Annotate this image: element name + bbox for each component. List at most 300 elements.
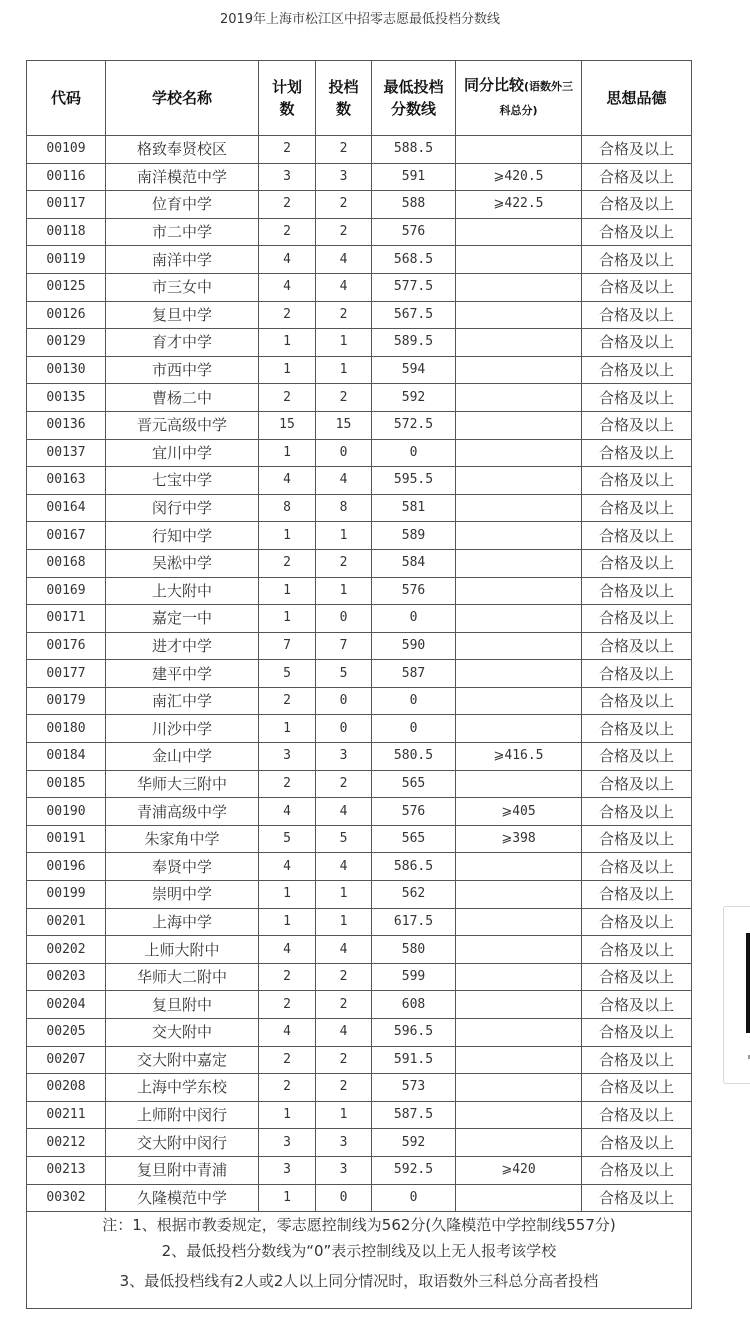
cell-filed: 3	[316, 1129, 372, 1157]
cell-compare	[456, 605, 582, 633]
note-row-1	[27, 1212, 692, 1239]
table-row	[27, 991, 692, 1019]
cell-score: 587.5	[372, 1101, 456, 1129]
cell-moral: 合格及以上	[582, 1074, 692, 1102]
cell-score: 0	[372, 687, 456, 715]
cell-compare	[456, 522, 582, 550]
cell-code: 00118	[27, 218, 106, 246]
table-row	[27, 218, 692, 246]
table-body	[27, 136, 692, 1212]
cell-plan: 1	[259, 881, 316, 909]
table-row	[27, 908, 692, 936]
cell-plan: 1	[259, 605, 316, 633]
cell-filed: 0	[316, 605, 372, 633]
cell-code: 00130	[27, 356, 106, 384]
cell-moral: 合格及以上	[582, 549, 692, 577]
cell-code: 00129	[27, 329, 106, 357]
cell-plan: 5	[259, 825, 316, 853]
cell-moral: 合格及以上	[582, 577, 692, 605]
table-row	[27, 577, 692, 605]
cell-score: 584	[372, 549, 456, 577]
table-row	[27, 881, 692, 909]
cell-filed: 15	[316, 411, 372, 439]
header-school: 学校名称	[106, 61, 259, 136]
cell-school: 上师大附中	[106, 936, 259, 964]
cell-code: 00213	[27, 1156, 106, 1184]
cell-compare	[456, 273, 582, 301]
header-moral: 思想品德	[582, 61, 692, 136]
cell-compare	[456, 1101, 582, 1129]
cell-code: 00180	[27, 715, 106, 743]
cell-compare	[456, 549, 582, 577]
cell-compare	[456, 770, 582, 798]
cell-score: 587	[372, 660, 456, 688]
cell-compare	[456, 384, 582, 412]
cell-school: 上师附中闵行	[106, 1101, 259, 1129]
cell-code: 00202	[27, 936, 106, 964]
cell-code: 00190	[27, 798, 106, 826]
cell-filed: 1	[316, 1101, 372, 1129]
cell-code: 00163	[27, 467, 106, 495]
cell-compare	[456, 715, 582, 743]
cell-filed: 2	[316, 218, 372, 246]
table-row	[27, 1129, 692, 1157]
table-row	[27, 1184, 692, 1212]
cell-compare: ⩾420	[456, 1156, 582, 1184]
table-row	[27, 715, 692, 743]
cell-school: 晋元高级中学	[106, 411, 259, 439]
table-row	[27, 687, 692, 715]
cell-school: 市二中学	[106, 218, 259, 246]
cell-filed: 5	[316, 825, 372, 853]
cell-score: 562	[372, 881, 456, 909]
cell-school: 上大附中	[106, 577, 259, 605]
cell-score: 596.5	[372, 1019, 456, 1047]
cell-code: 00176	[27, 632, 106, 660]
cell-moral: 合格及以上	[582, 411, 692, 439]
cell-filed: 0	[316, 687, 372, 715]
cell-school: 奉贤中学	[106, 853, 259, 881]
cell-plan: 4	[259, 273, 316, 301]
cell-code: 00109	[27, 136, 106, 164]
cell-school: 朱家角中学	[106, 825, 259, 853]
cell-school: 复旦附中	[106, 991, 259, 1019]
cell-school: 南汇中学	[106, 687, 259, 715]
cell-code: 00204	[27, 991, 106, 1019]
cell-moral: 合格及以上	[582, 1019, 692, 1047]
header-tie-break	[456, 61, 582, 136]
cell-code: 00169	[27, 577, 106, 605]
cell-school: 闵行中学	[106, 494, 259, 522]
cell-moral: 合格及以上	[582, 605, 692, 633]
cell-plan: 2	[259, 770, 316, 798]
table-row	[27, 467, 692, 495]
cell-score: 568.5	[372, 246, 456, 274]
header-min-score-text: 最低投档分数线	[383, 78, 444, 118]
cell-filed: 3	[316, 163, 372, 191]
cell-school: 复旦中学	[106, 301, 259, 329]
header-tie-break-note: (语数外三科总分)	[499, 80, 574, 117]
header-tie-break-main	[462, 74, 576, 122]
cell-score: 592	[372, 1129, 456, 1157]
cell-school: 进才中学	[106, 632, 259, 660]
cell-score: 581	[372, 494, 456, 522]
cell-score: 589	[372, 522, 456, 550]
cell-school: 上海中学	[106, 908, 259, 936]
cell-filed: 2	[316, 770, 372, 798]
cell-moral: 合格及以上	[582, 1046, 692, 1074]
cell-compare: ⩾416.5	[456, 743, 582, 771]
cell-score: 0	[372, 439, 456, 467]
cell-filed: 1	[316, 522, 372, 550]
cell-compare	[456, 411, 582, 439]
cell-filed: 2	[316, 1074, 372, 1102]
cell-moral: 合格及以上	[582, 963, 692, 991]
cell-filed: 7	[316, 632, 372, 660]
cell-moral: 合格及以上	[582, 1101, 692, 1129]
cell-code: 00164	[27, 494, 106, 522]
cell-compare	[456, 1019, 582, 1047]
cell-score: 599	[372, 963, 456, 991]
cell-code: 00171	[27, 605, 106, 633]
cell-plan: 3	[259, 163, 316, 191]
note-1: 注：1、根据市教委规定，零志愿控制线为562分(久隆模范中学控制线557分)	[27, 1212, 692, 1239]
cell-moral: 合格及以上	[582, 715, 692, 743]
cell-score: 617.5	[372, 908, 456, 936]
cell-filed: 0	[316, 715, 372, 743]
cell-filed: 4	[316, 936, 372, 964]
cell-moral: 合格及以上	[582, 881, 692, 909]
cell-code: 00302	[27, 1184, 106, 1212]
cell-code: 00184	[27, 743, 106, 771]
header-tie-break-label: 同分比较	[463, 76, 524, 94]
cell-moral: 合格及以上	[582, 329, 692, 357]
cell-plan: 8	[259, 494, 316, 522]
table-row	[27, 963, 692, 991]
table-row	[27, 743, 692, 771]
cell-plan: 4	[259, 936, 316, 964]
cell-compare	[456, 136, 582, 164]
cell-plan: 1	[259, 908, 316, 936]
table-row	[27, 1101, 692, 1129]
cell-plan: 2	[259, 218, 316, 246]
table-row	[27, 1156, 692, 1184]
cell-score: 577.5	[372, 273, 456, 301]
table-row	[27, 163, 692, 191]
table-row	[27, 411, 692, 439]
cell-plan: 2	[259, 1074, 316, 1102]
cell-moral: 合格及以上	[582, 439, 692, 467]
cell-school: 嘉定一中	[106, 605, 259, 633]
cell-code: 00137	[27, 439, 106, 467]
cell-school: 金山中学	[106, 743, 259, 771]
cell-code: 00167	[27, 522, 106, 550]
cell-plan: 1	[259, 1101, 316, 1129]
cell-code: 00208	[27, 1074, 106, 1102]
cell-school: 七宝中学	[106, 467, 259, 495]
cell-code: 00179	[27, 687, 106, 715]
cell-code: 00117	[27, 191, 106, 219]
cell-school: 行知中学	[106, 522, 259, 550]
cell-school: 川沙中学	[106, 715, 259, 743]
cell-compare	[456, 218, 582, 246]
cell-score: 590	[372, 632, 456, 660]
cell-plan: 5	[259, 660, 316, 688]
cell-code: 00135	[27, 384, 106, 412]
cell-plan: 1	[259, 522, 316, 550]
table-row	[27, 1046, 692, 1074]
cell-compare	[456, 1074, 582, 1102]
cell-plan: 2	[259, 549, 316, 577]
cell-filed: 1	[316, 577, 372, 605]
cell-plan: 1	[259, 1184, 316, 1212]
cell-filed: 3	[316, 743, 372, 771]
cell-moral: 合格及以上	[582, 246, 692, 274]
cell-filed: 4	[316, 1019, 372, 1047]
cell-filed: 4	[316, 467, 372, 495]
header-row	[27, 61, 692, 136]
cell-filed: 2	[316, 191, 372, 219]
cell-plan: 1	[259, 439, 316, 467]
table-row	[27, 136, 692, 164]
cell-compare	[456, 632, 582, 660]
cell-moral: 合格及以上	[582, 273, 692, 301]
header-min-score	[372, 61, 456, 136]
cell-compare	[456, 1184, 582, 1212]
cell-score: 565	[372, 825, 456, 853]
cell-moral: 合格及以上	[582, 936, 692, 964]
cell-score: 0	[372, 1184, 456, 1212]
cell-school: 建平中学	[106, 660, 259, 688]
cell-compare: ⩾420.5	[456, 163, 582, 191]
cell-school: 华师大三附中	[106, 770, 259, 798]
table-row	[27, 825, 692, 853]
table-row	[27, 936, 692, 964]
header-plan	[259, 61, 316, 136]
cell-moral: 合格及以上	[582, 494, 692, 522]
cell-school: 曹杨二中	[106, 384, 259, 412]
cell-filed: 1	[316, 908, 372, 936]
page-title: 2019年上海市松江区中招零志愿最低投档分数线	[219, 12, 501, 27]
cell-plan: 1	[259, 715, 316, 743]
cell-moral: 合格及以上	[582, 163, 692, 191]
cell-compare	[456, 936, 582, 964]
cell-filed: 2	[316, 384, 372, 412]
cell-compare	[456, 301, 582, 329]
table-row	[27, 356, 692, 384]
score-table	[26, 60, 692, 1309]
cell-plan: 2	[259, 136, 316, 164]
header-code: 代码	[27, 61, 106, 136]
cell-score: 0	[372, 605, 456, 633]
cell-filed: 5	[316, 660, 372, 688]
cell-plan: 2	[259, 301, 316, 329]
cell-filed: 2	[316, 1046, 372, 1074]
cell-school: 南洋模范中学	[106, 163, 259, 191]
cell-school: 南洋中学	[106, 246, 259, 274]
cell-score: 576	[372, 218, 456, 246]
cell-compare	[456, 439, 582, 467]
cell-moral: 合格及以上	[582, 908, 692, 936]
cell-filed: 2	[316, 963, 372, 991]
cell-plan: 4	[259, 467, 316, 495]
cell-moral: 合格及以上	[582, 825, 692, 853]
table-row	[27, 798, 692, 826]
cell-plan: 4	[259, 1019, 316, 1047]
cell-score: 588.5	[372, 136, 456, 164]
cell-score: 580	[372, 936, 456, 964]
table-row	[27, 522, 692, 550]
cell-moral: 合格及以上	[582, 136, 692, 164]
cell-school: 位育中学	[106, 191, 259, 219]
table-row	[27, 1019, 692, 1047]
cell-compare	[456, 660, 582, 688]
cell-score: 594	[372, 356, 456, 384]
cell-plan: 4	[259, 246, 316, 274]
cell-moral: 合格及以上	[582, 191, 692, 219]
table-row	[27, 660, 692, 688]
cell-score: 592	[372, 384, 456, 412]
cell-moral: 合格及以上	[582, 770, 692, 798]
cell-plan: 1	[259, 356, 316, 384]
cell-moral: 合格及以上	[582, 467, 692, 495]
table-row	[27, 770, 692, 798]
cell-code: 00196	[27, 853, 106, 881]
cell-plan: 2	[259, 991, 316, 1019]
cell-moral: 合格及以上	[582, 853, 692, 881]
cell-compare	[456, 853, 582, 881]
side-qr-card[interactable]	[723, 906, 750, 1084]
cell-code: 00125	[27, 273, 106, 301]
note-row-2	[27, 1238, 692, 1264]
table-row	[27, 439, 692, 467]
table-row	[27, 494, 692, 522]
cell-compare	[456, 494, 582, 522]
cell-score: 592.5	[372, 1156, 456, 1184]
cell-moral: 合格及以上	[582, 1184, 692, 1212]
cell-school: 交大附中闵行	[106, 1129, 259, 1157]
cell-moral: 合格及以上	[582, 798, 692, 826]
cell-score: 588	[372, 191, 456, 219]
table-row	[27, 384, 692, 412]
cell-plan: 2	[259, 963, 316, 991]
cell-compare: ⩾405	[456, 798, 582, 826]
cell-score: 576	[372, 798, 456, 826]
cell-score: 573	[372, 1074, 456, 1102]
cell-compare	[456, 246, 582, 274]
cell-compare	[456, 881, 582, 909]
cell-school: 青浦高级中学	[106, 798, 259, 826]
table-row	[27, 191, 692, 219]
cell-school: 华师大二附中	[106, 963, 259, 991]
cell-filed: 8	[316, 494, 372, 522]
cell-plan: 3	[259, 743, 316, 771]
cell-plan: 1	[259, 577, 316, 605]
cell-score: 591.5	[372, 1046, 456, 1074]
table-row	[27, 301, 692, 329]
cell-score: 580.5	[372, 743, 456, 771]
cell-moral: 合格及以上	[582, 301, 692, 329]
cell-moral: 合格及以上	[582, 632, 692, 660]
cell-compare	[456, 467, 582, 495]
cell-compare	[456, 963, 582, 991]
cell-moral: 合格及以上	[582, 660, 692, 688]
cell-filed: 2	[316, 549, 372, 577]
cell-code: 00185	[27, 770, 106, 798]
cell-code: 00211	[27, 1101, 106, 1129]
cell-moral: 合格及以上	[582, 991, 692, 1019]
cell-filed: 2	[316, 301, 372, 329]
cell-score: 576	[372, 577, 456, 605]
cell-filed: 4	[316, 273, 372, 301]
cell-filed: 2	[316, 991, 372, 1019]
cell-filed: 1	[316, 329, 372, 357]
table-row	[27, 329, 692, 357]
table-row	[27, 246, 692, 274]
cell-plan: 3	[259, 1156, 316, 1184]
cell-filed: 4	[316, 246, 372, 274]
cell-filed: 4	[316, 798, 372, 826]
cell-compare	[456, 908, 582, 936]
cell-moral: 合格及以上	[582, 1129, 692, 1157]
cell-score: 589.5	[372, 329, 456, 357]
cell-score: 608	[372, 991, 456, 1019]
cell-school: 交大附中	[106, 1019, 259, 1047]
cell-score: 591	[372, 163, 456, 191]
cell-moral: 合格及以上	[582, 1156, 692, 1184]
cell-school: 交大附中嘉定	[106, 1046, 259, 1074]
cell-school: 上海中学东校	[106, 1074, 259, 1102]
cell-code: 00116	[27, 163, 106, 191]
header-filed-text: 投档数	[328, 78, 359, 118]
cell-filed: 1	[316, 356, 372, 384]
cell-moral: 合格及以上	[582, 743, 692, 771]
cell-score: 586.5	[372, 853, 456, 881]
cell-compare: ⩾422.5	[456, 191, 582, 219]
note-row-3	[27, 1264, 692, 1309]
cell-code: 00207	[27, 1046, 106, 1074]
cell-filed: 1	[316, 881, 372, 909]
cell-plan: 4	[259, 798, 316, 826]
table-row	[27, 605, 692, 633]
cell-school: 吴淞中学	[106, 549, 259, 577]
cell-school: 崇明中学	[106, 881, 259, 909]
cell-score: 567.5	[372, 301, 456, 329]
cell-score: 595.5	[372, 467, 456, 495]
cell-moral: 合格及以上	[582, 218, 692, 246]
cell-code: 00205	[27, 1019, 106, 1047]
cell-compare: ⩾398	[456, 825, 582, 853]
cell-code: 00168	[27, 549, 106, 577]
cell-moral: 合格及以上	[582, 356, 692, 384]
cell-filed: 0	[316, 1184, 372, 1212]
cell-plan: 3	[259, 1129, 316, 1157]
cell-code: 00201	[27, 908, 106, 936]
qr-code-icon	[746, 933, 750, 1033]
cell-compare	[456, 577, 582, 605]
cell-plan: 2	[259, 687, 316, 715]
cell-filed: 2	[316, 136, 372, 164]
cell-compare	[456, 1129, 582, 1157]
cell-code: 00119	[27, 246, 106, 274]
header-plan-text: 计划数	[271, 78, 302, 118]
cell-filed: 3	[316, 1156, 372, 1184]
note-3: 3、最低投档线有2人或2人以上同分情况时，取语数外三科总分高者投档	[27, 1264, 692, 1309]
table-row	[27, 549, 692, 577]
cell-moral: 合格及以上	[582, 687, 692, 715]
cell-compare	[456, 687, 582, 715]
cell-compare	[456, 1046, 582, 1074]
